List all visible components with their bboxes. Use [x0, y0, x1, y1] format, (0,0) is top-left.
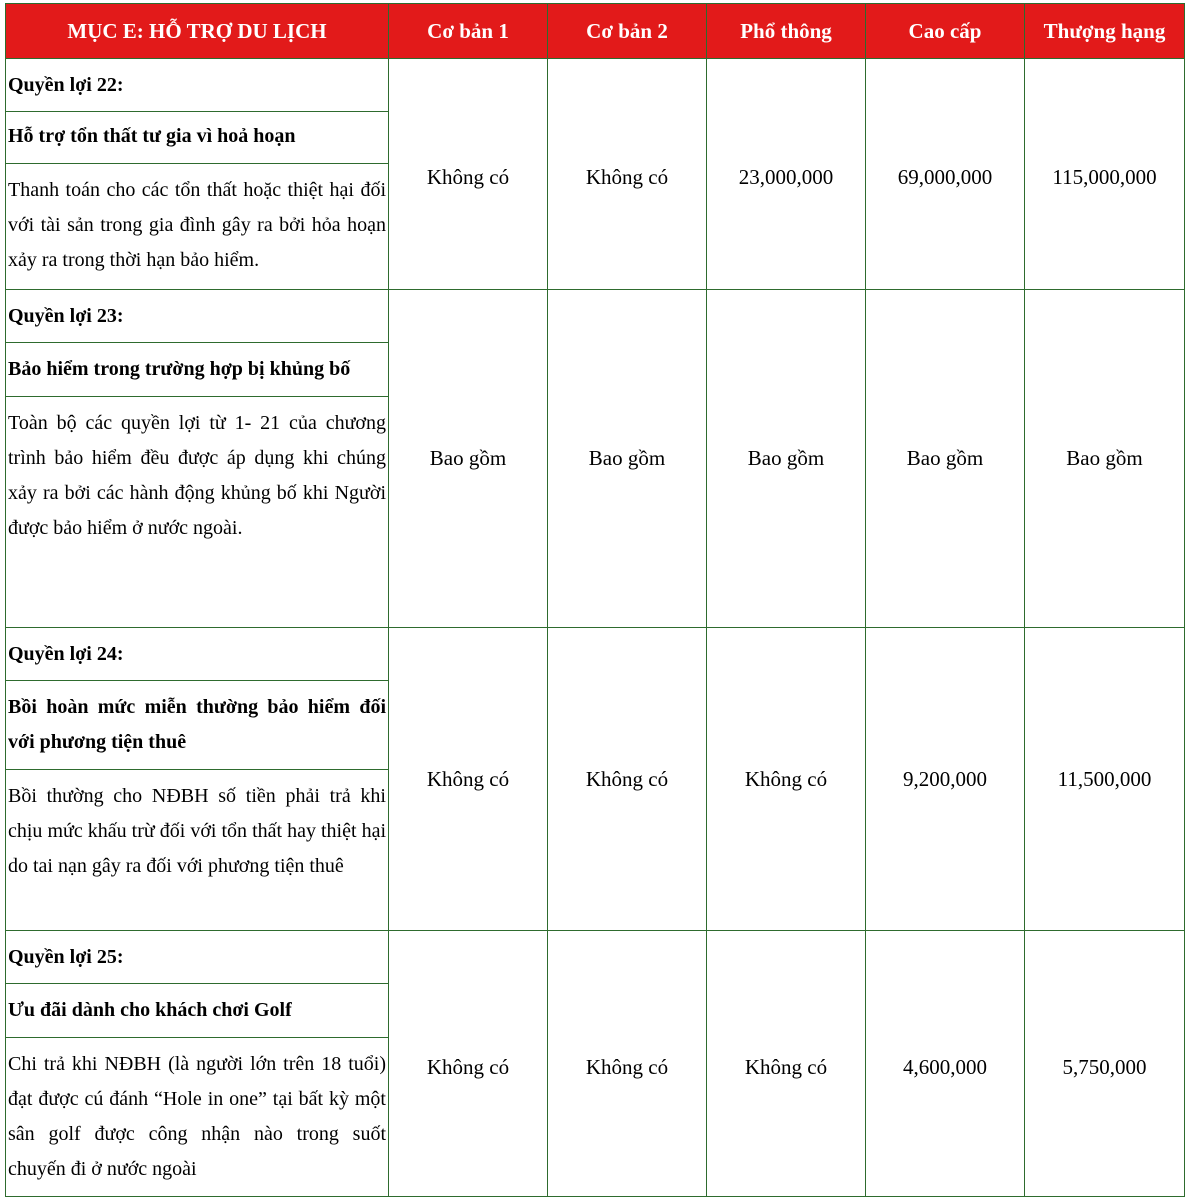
- benefit-description: Bồi thường cho NĐBH số tiền phải trả khi chịu mức khấu trừ đối với tổn thất hay thiệt hại do tai nạn gây ra đối với phương tiện thuê: [8, 785, 386, 877]
- plan-header-elite: Thượng hạng: [1025, 4, 1185, 59]
- benefit-row-24: [6, 628, 1185, 931]
- benefit-description: Toàn bộ các quyền lợi từ 1- 21 của chương trình bảo hiểm đều được áp dụng khi chúng xảy ra bởi các hành động khủng bố khi Người được bảo hiểm ở nước ngoài.: [8, 412, 386, 539]
- value-basic-2: Không có: [548, 628, 707, 931]
- value-standard: Không có: [707, 628, 866, 931]
- benefit-description-cell: [6, 290, 389, 628]
- value-elite: 11,500,000: [1025, 628, 1185, 931]
- value-basic-1: Không có: [389, 628, 548, 931]
- value-premium: Bao gồm: [866, 290, 1025, 628]
- value-premium: 9,200,000: [866, 628, 1025, 931]
- value-standard: 23,000,000: [707, 59, 866, 290]
- benefit-row-25: [6, 931, 1185, 1197]
- value-basic-2: Không có: [548, 931, 707, 1197]
- benefit-description-cell: [6, 931, 389, 1197]
- value-elite: 115,000,000: [1025, 59, 1185, 290]
- benefit-row-23: [6, 290, 1185, 628]
- value-basic-1: Không có: [389, 931, 548, 1197]
- benefit-label: Quyền lợi 23:: [6, 290, 388, 343]
- value-premium: 4,600,000: [866, 931, 1025, 1197]
- benefit-description: Thanh toán cho các tổn thất hoặc thiệt hại đối với tài sản trong gia đình gây ra bởi hỏa hoạn xảy ra trong thời hạn bảo hiểm.: [8, 179, 386, 271]
- plan-header-standard: Phổ thông: [707, 4, 866, 59]
- value-basic-2: Không có: [548, 59, 707, 290]
- benefit-title: Bảo hiểm trong trường hợp bị khủng bố: [6, 343, 388, 397]
- value-basic-1: Bao gồm: [389, 290, 548, 628]
- header-row: [6, 4, 1185, 59]
- benefit-label: Quyền lợi 22:: [6, 59, 388, 112]
- benefit-label: Quyền lợi 24:: [6, 628, 388, 681]
- plan-header-premium: Cao cấp: [866, 4, 1025, 59]
- plan-header-basic-2: Cơ bản 2: [548, 4, 707, 59]
- section-header: MỤC E: HỖ TRỢ DU LỊCH: [6, 4, 389, 59]
- value-basic-1: Không có: [389, 59, 548, 290]
- benefit-description-cell: [6, 59, 389, 290]
- benefit-row-22: [6, 59, 1185, 290]
- benefit-title: Bồi hoàn mức miễn thường bảo hiểm đối với phương tiện thuê: [6, 681, 388, 770]
- value-standard: Bao gồm: [707, 290, 866, 628]
- value-basic-2: Bao gồm: [548, 290, 707, 628]
- value-elite: 5,750,000: [1025, 931, 1185, 1197]
- value-elite: Bao gồm: [1025, 290, 1185, 628]
- benefit-description-cell: [6, 628, 389, 931]
- value-premium: 69,000,000: [866, 59, 1025, 290]
- plan-header-basic-1: Cơ bản 1: [389, 4, 548, 59]
- benefit-label: Quyền lợi 25:: [6, 931, 388, 984]
- benefit-description: Chi trả khi NĐBH (là người lớn trên 18 tuổi) đạt được cú đánh “Hole in one” tại bất kỳ một sân golf được công nhận nào trong suốt chuyến đi ở nước ngoài: [8, 1053, 386, 1180]
- benefit-title: Ưu đãi dành cho khách chơi Golf: [6, 984, 388, 1038]
- travel-support-table: [5, 3, 1185, 1197]
- value-standard: Không có: [707, 931, 866, 1197]
- benefit-title: Hỗ trợ tổn thất tư gia vì hoả hoạn: [6, 112, 388, 164]
